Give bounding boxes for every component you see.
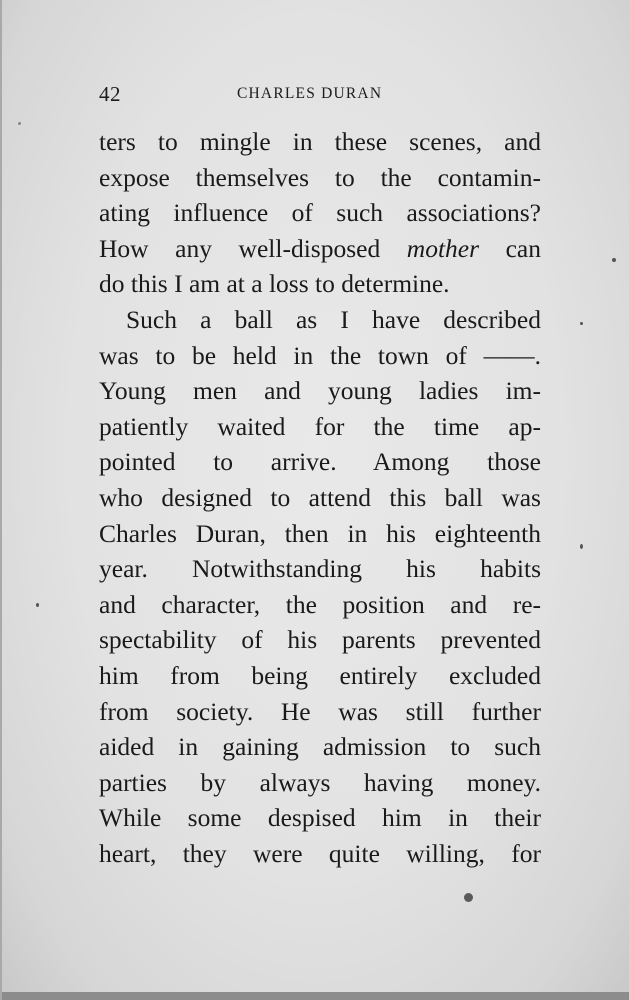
text-line: spectability of his parents prevented [99, 625, 541, 655]
text-line: him from being entirely excluded [99, 660, 541, 690]
body-text [99, 124, 541, 871]
text-line: and character, the position and re- [99, 589, 541, 619]
text-line: patiently waited for the time ap- [99, 411, 541, 441]
paper-speck [36, 603, 39, 607]
text-line: year. Notwithstanding his habits [99, 554, 541, 584]
paper-speck [580, 544, 583, 549]
text-segment: How any well-disposed [99, 233, 407, 263]
text-line: heart, they were quite willing, for [99, 838, 541, 868]
text-line: parties by always having money. [99, 767, 541, 797]
page-number: 42 [99, 82, 121, 106]
text-line: expose themselves to the contamin- [99, 162, 541, 192]
text-segment: can [479, 233, 541, 263]
text-line: While some despised him in their [99, 803, 541, 833]
text-line: was to be held in the town of ——. [99, 340, 541, 370]
paper-speck [464, 893, 473, 902]
text-line: who designed to attend this ball was [99, 482, 541, 512]
text-line: ters to mingle in these scenes, and [99, 127, 541, 156]
text-line: aided in gaining admission to such [99, 732, 541, 762]
running-title: CHARLES DURAN [237, 85, 383, 102]
paper-speck [580, 322, 583, 325]
text-line: Young men and young ladies im- [99, 376, 541, 406]
page-header [99, 82, 539, 110]
text-line: pointed to arrive. Among those [99, 447, 541, 477]
text-line [99, 231, 541, 267]
text-line: Charles Duran, then in his eighteenth [99, 518, 541, 548]
text-line: ating influence of such associations? [99, 198, 541, 228]
paper-speck [18, 122, 21, 125]
italic-word: mother [406, 233, 480, 263]
text-line: do this I am at a loss to determine. [99, 269, 450, 299]
text-line: from society. He was still further [99, 696, 541, 726]
paragraph-first-line: Such a ball as I have described [126, 304, 541, 334]
paper-speck [612, 258, 616, 262]
